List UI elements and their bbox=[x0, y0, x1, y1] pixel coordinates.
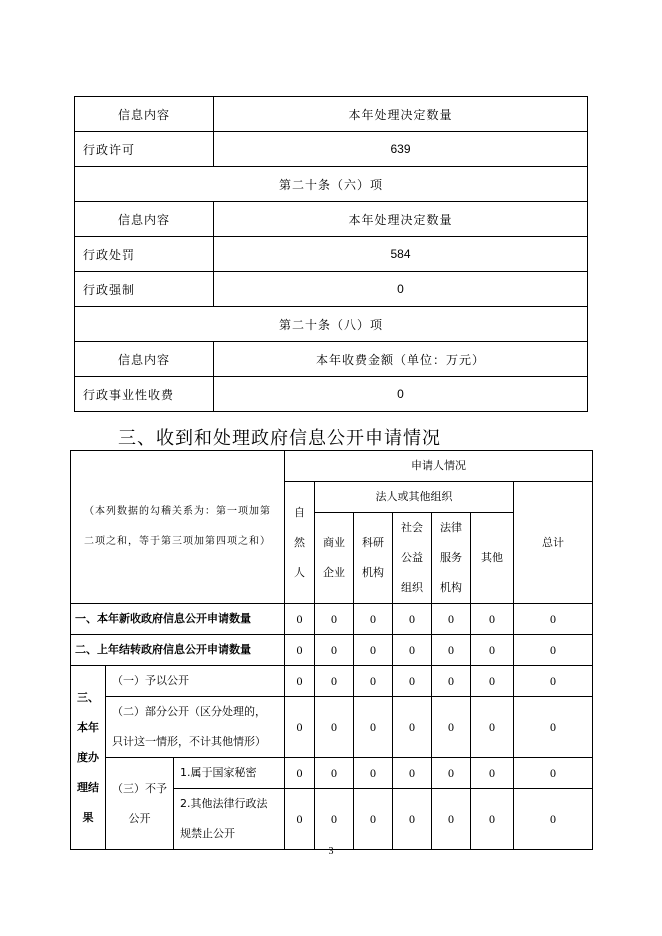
not-disclosed-group bbox=[106, 758, 174, 850]
other-header: 其他 bbox=[471, 513, 514, 604]
row-partially-disclosed bbox=[106, 697, 285, 758]
cell: 0 bbox=[514, 758, 593, 789]
label-line: 公开 bbox=[128, 811, 151, 825]
cell: 0 bbox=[432, 758, 471, 789]
cell: 0 bbox=[471, 604, 514, 635]
cell: 0 bbox=[471, 635, 514, 666]
cell: 0 bbox=[432, 697, 471, 758]
header-line: 组织 bbox=[401, 581, 424, 594]
section-three-label bbox=[71, 666, 106, 850]
admin-enforcement-value: 0 bbox=[214, 272, 588, 307]
header-line: 服务 bbox=[440, 551, 463, 564]
cell: 0 bbox=[354, 666, 393, 697]
cell: 0 bbox=[514, 604, 593, 635]
header-line: 机构 bbox=[440, 581, 463, 594]
cell: 0 bbox=[432, 789, 471, 850]
natural-person-header bbox=[285, 482, 315, 604]
cell: 0 bbox=[514, 666, 593, 697]
cell: 0 bbox=[393, 758, 432, 789]
fee-amount-header: 本年收费金额（单位：万元） bbox=[214, 342, 588, 377]
legal-org-header: 法人或其他组织 bbox=[315, 482, 514, 513]
cell: 0 bbox=[354, 604, 393, 635]
section-title: 三、收到和处理政府信息公开申请情况 bbox=[118, 428, 441, 449]
header-line: 法律 bbox=[440, 521, 463, 534]
cell: 0 bbox=[514, 789, 593, 850]
cell: 0 bbox=[514, 697, 593, 758]
decision-count-table bbox=[74, 96, 588, 412]
label-line: 2.其他法律行政法 bbox=[180, 797, 268, 810]
label-line: 本年 bbox=[77, 720, 99, 734]
row-disclosed: （一）予以公开 bbox=[106, 666, 285, 697]
cell: 0 bbox=[285, 604, 315, 635]
label-line: 度办 bbox=[77, 750, 99, 764]
label-line: （三）不予 bbox=[112, 781, 167, 795]
cell: 0 bbox=[285, 789, 315, 850]
cell: 0 bbox=[471, 666, 514, 697]
cell: 0 bbox=[393, 604, 432, 635]
article-20-8-section: 第二十条（八）项 bbox=[75, 307, 588, 342]
cell: 0 bbox=[315, 789, 354, 850]
row-law-prohibited bbox=[174, 789, 285, 850]
row-carried-over: 二、上年结转政府信息公开申请数量 bbox=[71, 635, 285, 666]
cell: 0 bbox=[471, 697, 514, 758]
info-content-header: 信息内容 bbox=[75, 342, 214, 377]
cell: 0 bbox=[315, 697, 354, 758]
cell: 0 bbox=[354, 789, 393, 850]
cell: 0 bbox=[393, 666, 432, 697]
admin-license-value: 639 bbox=[214, 132, 588, 167]
header-line: 社会 bbox=[401, 521, 424, 534]
column-note bbox=[71, 451, 285, 604]
header-line: 科研 bbox=[362, 536, 385, 549]
decision-count-header: 本年处理决定数量 bbox=[214, 202, 588, 237]
admin-fee-label: 行政事业性收费 bbox=[75, 377, 214, 412]
row-state-secret: 1.属于国家秘密 bbox=[174, 758, 285, 789]
cell: 0 bbox=[285, 758, 315, 789]
business-header bbox=[315, 513, 354, 604]
application-status-table bbox=[70, 450, 593, 850]
note-line: 二项之和，等于第三项加第四项之和） bbox=[84, 536, 272, 547]
cell: 0 bbox=[285, 635, 315, 666]
label-line: 果 bbox=[82, 810, 94, 824]
cell: 0 bbox=[354, 635, 393, 666]
label-line: （二）部分公开（区分处理的， bbox=[112, 705, 266, 718]
cell: 0 bbox=[315, 758, 354, 789]
research-header bbox=[354, 513, 393, 604]
cell: 0 bbox=[432, 604, 471, 635]
label-line: 三、 bbox=[77, 690, 99, 704]
admin-penalty-value: 584 bbox=[214, 237, 588, 272]
note-line: （本列数据的勾稽关系为：第一项加第 bbox=[84, 506, 272, 517]
row-new-applications: 一、本年新收政府信息公开申请数量 bbox=[71, 604, 285, 635]
cell: 0 bbox=[315, 666, 354, 697]
cell: 0 bbox=[354, 758, 393, 789]
decision-count-header: 本年处理决定数量 bbox=[214, 97, 588, 132]
header-line: 机构 bbox=[362, 566, 385, 579]
admin-enforcement-label: 行政强制 bbox=[75, 272, 214, 307]
info-content-header: 信息内容 bbox=[75, 202, 214, 237]
cell: 0 bbox=[514, 635, 593, 666]
cell: 0 bbox=[393, 697, 432, 758]
cell: 0 bbox=[285, 666, 315, 697]
cell: 0 bbox=[315, 604, 354, 635]
cell: 0 bbox=[432, 666, 471, 697]
cell: 0 bbox=[471, 789, 514, 850]
cell: 0 bbox=[471, 758, 514, 789]
page-number: 3 bbox=[328, 846, 334, 857]
header-line: 商业 bbox=[323, 536, 346, 549]
header-char: 人 bbox=[294, 565, 306, 579]
applicant-header: 申请人情况 bbox=[285, 451, 593, 482]
header-line: 企业 bbox=[323, 566, 346, 579]
cell: 0 bbox=[432, 635, 471, 666]
cell: 0 bbox=[315, 635, 354, 666]
cell: 0 bbox=[354, 697, 393, 758]
admin-fee-value: 0 bbox=[214, 377, 588, 412]
header-line: 公益 bbox=[401, 551, 424, 564]
label-line: 只计这一情形，不计其他情形） bbox=[112, 735, 266, 748]
article-20-6-section: 第二十条（六）项 bbox=[75, 167, 588, 202]
label-line: 理结 bbox=[77, 780, 99, 794]
admin-penalty-label: 行政处罚 bbox=[75, 237, 214, 272]
info-content-header: 信息内容 bbox=[75, 97, 214, 132]
total-header: 总计 bbox=[514, 482, 593, 604]
cell: 0 bbox=[285, 697, 315, 758]
header-char: 然 bbox=[294, 535, 306, 549]
label-line: 规禁止公开 bbox=[180, 827, 235, 840]
header-char: 自 bbox=[294, 505, 306, 519]
cell: 0 bbox=[393, 635, 432, 666]
admin-license-label: 行政许可 bbox=[75, 132, 214, 167]
cell: 0 bbox=[393, 789, 432, 850]
social-org-header bbox=[393, 513, 432, 604]
legal-service-header bbox=[432, 513, 471, 604]
